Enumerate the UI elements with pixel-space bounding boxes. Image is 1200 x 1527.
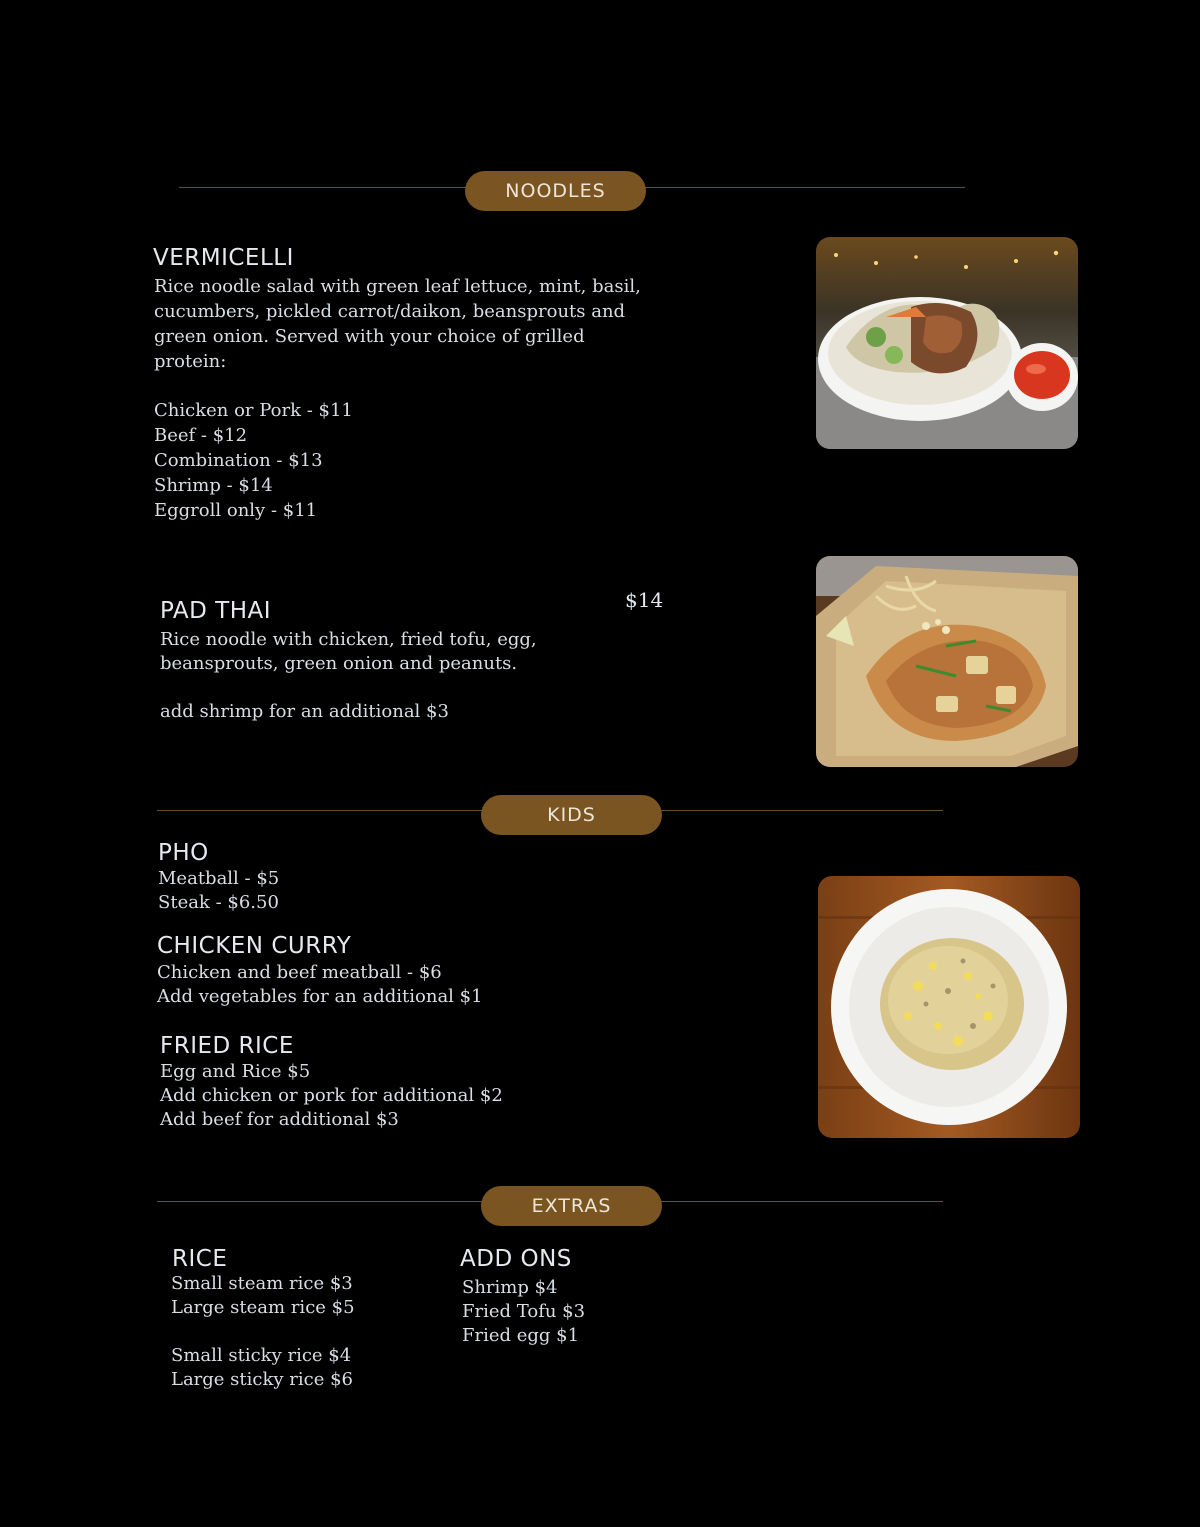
pad-thai-photo	[816, 556, 1078, 767]
add-ons-options	[462, 1276, 585, 1348]
fried-rice-option: Add chicken or pork for additional $2	[160, 1085, 503, 1106]
add-on-option: Fried egg $1	[462, 1325, 580, 1346]
noodles-divider-left	[179, 187, 469, 188]
vermicelli-desc-line: protein:	[154, 351, 227, 372]
kids-divider-left	[157, 810, 485, 811]
chicken-curry-options	[157, 961, 483, 1009]
noodles-section-label: NOODLES	[465, 171, 646, 211]
fried-rice-option: Egg and Rice $5	[160, 1061, 311, 1082]
pho-title: PHO	[158, 840, 209, 866]
pad-thai-description	[160, 628, 537, 724]
kids-section-label: KIDS	[481, 795, 662, 835]
vermicelli-title: VERMICELLI	[153, 245, 294, 271]
rice-title: RICE	[172, 1246, 228, 1272]
extras-divider-left	[157, 1201, 485, 1202]
vermicelli-option: Combination - $13	[154, 450, 323, 471]
pad-thai-price: $14	[625, 588, 664, 612]
pad-thai-note: add shrimp for an additional $3	[160, 701, 449, 722]
extras-section-label: EXTRAS	[481, 1186, 662, 1226]
vermicelli-desc-line: cucumbers, pickled carrot/daikon, beansprouts and	[154, 301, 626, 322]
extras-divider-right	[658, 1201, 943, 1202]
rice-option: Large steam rice $5	[171, 1297, 355, 1318]
rice-options	[171, 1272, 355, 1392]
rice-option: Small sticky rice $4	[171, 1345, 352, 1366]
fried-rice-title: FRIED RICE	[160, 1033, 294, 1059]
noodles-divider-right	[642, 187, 965, 188]
fried-rice-option: Add beef for additional $3	[160, 1109, 399, 1130]
vermicelli-desc-line: Rice noodle salad with green leaf lettuce, mint, basil,	[154, 276, 641, 297]
rice-option: Large sticky rice $6	[171, 1369, 354, 1390]
chicken-curry-option: Add vegetables for an additional $1	[157, 986, 483, 1007]
pad-thai-desc-line: beansprouts, green onion and peanuts.	[160, 653, 518, 674]
kids-divider-right	[658, 810, 943, 811]
vermicelli-photo	[816, 237, 1078, 449]
vermicelli-option: Chicken or Pork - $11	[154, 400, 353, 421]
vermicelli-desc-line: green onion. Served with your choice of grilled	[154, 326, 585, 347]
pad-thai-desc-line: Rice noodle with chicken, fried tofu, egg,	[160, 629, 537, 650]
vermicelli-option: Shrimp - $14	[154, 475, 273, 496]
chicken-curry-option: Chicken and beef meatball - $6	[157, 962, 442, 983]
pad-thai-title: PAD THAI	[160, 598, 272, 624]
vermicelli-option: Eggroll only - $11	[154, 500, 318, 521]
chicken-curry-title: CHICKEN CURRY	[157, 933, 352, 959]
add-ons-title: ADD ONS	[460, 1246, 572, 1272]
rice-option: Small steam rice $3	[171, 1273, 353, 1294]
pho-option: Steak - $6.50	[158, 892, 279, 913]
add-on-option: Fried Tofu $3	[462, 1301, 586, 1322]
vermicelli-description	[154, 274, 641, 523]
fried-rice-options	[160, 1060, 503, 1132]
fried-rice-photo	[818, 876, 1080, 1138]
vermicelli-option: Beef - $12	[154, 425, 248, 446]
pho-options	[158, 867, 279, 915]
add-on-option: Shrimp $4	[462, 1277, 558, 1298]
pho-option: Meatball - $5	[158, 868, 280, 889]
